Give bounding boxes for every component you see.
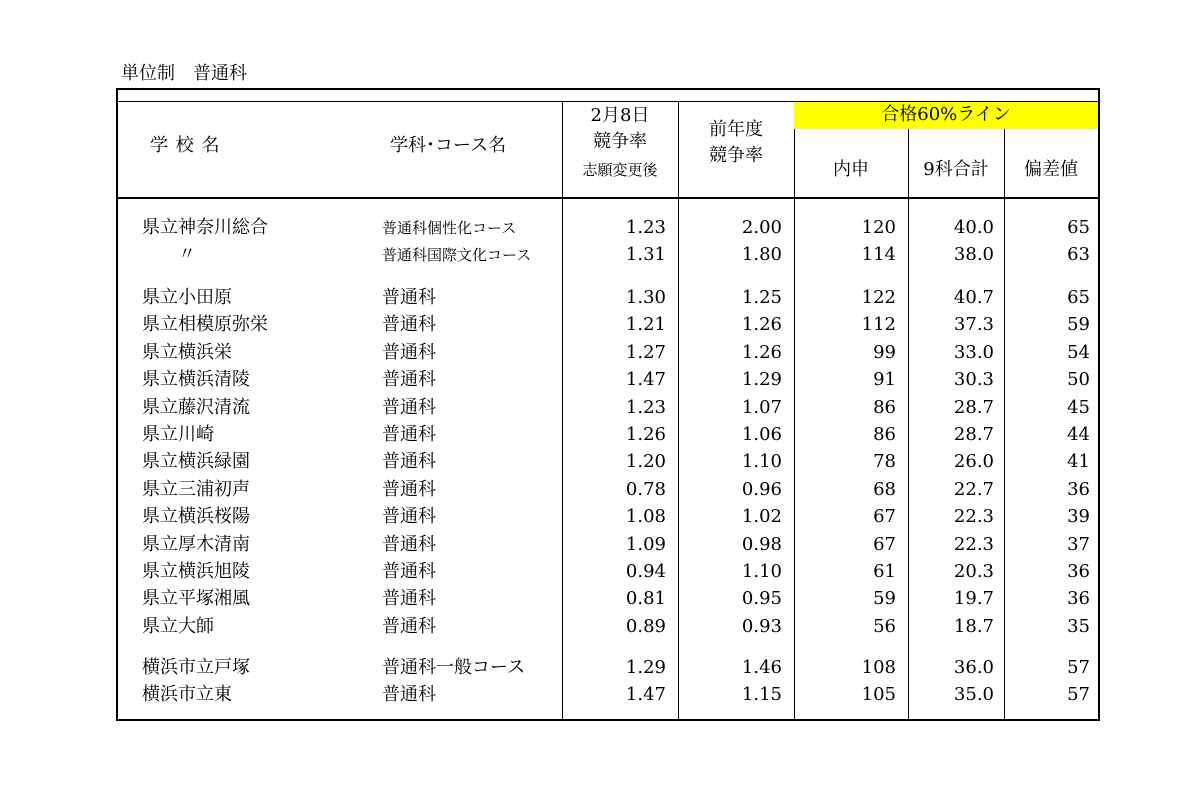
header-bottom-line <box>118 197 1098 199</box>
cell-course: 普通科一般コース <box>382 657 526 678</box>
cell-course: 普通科 <box>382 533 436 555</box>
cell-hensachi: 45 <box>1067 396 1090 418</box>
cell-naishin: 78 <box>873 451 896 473</box>
header-ratio-label: 競争率 <box>593 131 647 152</box>
cell-naishin: 86 <box>873 424 896 445</box>
cell-hensachi: 36 <box>1067 561 1090 582</box>
cell-naishin: 67 <box>873 506 896 528</box>
cell-nine: 40.7 <box>953 287 994 308</box>
cell-nine: 22.7 <box>953 478 994 500</box>
cell-hensachi: 39 <box>1067 506 1090 528</box>
cell-ratio: 0.78 <box>625 478 666 500</box>
cell-naishin: 112 <box>861 314 896 336</box>
page-title: 単位制 普通科 <box>121 63 247 84</box>
cell-hensachi: 59 <box>1067 314 1090 336</box>
cell-prev: 1.80 <box>741 244 782 266</box>
cell-school: 県立厚木清南 <box>142 533 250 555</box>
cell-hensachi: 57 <box>1067 657 1090 678</box>
cell-course: 普通科 <box>382 478 436 500</box>
cell-nine: 22.3 <box>953 533 994 555</box>
cell-prev: 1.15 <box>741 684 782 706</box>
cell-ratio: 0.81 <box>625 588 666 610</box>
cell-naishin: 68 <box>873 478 896 500</box>
header-naishin: 内申 <box>833 159 869 180</box>
cell-school: 県立平塚湘風 <box>142 588 250 610</box>
cell-ratio: 1.31 <box>625 244 666 266</box>
column-divider <box>1004 128 1005 720</box>
cell-course: 普通科 <box>382 287 436 308</box>
cell-course: 普通科 <box>382 561 436 582</box>
cell-naishin: 86 <box>873 396 896 418</box>
cell-school: 県立川崎 <box>142 424 214 445</box>
cell-course: 普通科 <box>382 369 436 391</box>
cell-naishin: 120 <box>861 217 896 238</box>
cell-course: 普通科 <box>382 451 436 473</box>
cell-prev: 1.26 <box>741 341 782 363</box>
cell-prev: 1.02 <box>741 506 782 528</box>
cell-ratio: 1.27 <box>625 341 666 363</box>
cell-ratio: 1.23 <box>625 217 666 238</box>
cell-naishin: 105 <box>861 684 896 706</box>
cell-course: 普通科 <box>382 424 436 445</box>
cell-prev: 0.98 <box>741 533 782 555</box>
cell-nine: 36.0 <box>953 657 994 678</box>
cell-course: 普通科 <box>382 615 436 637</box>
cell-hensachi: 54 <box>1067 341 1090 363</box>
cell-hensachi: 36 <box>1067 588 1090 610</box>
cell-school: 県立横浜桜陽 <box>142 506 250 528</box>
cell-course: 普通科 <box>382 341 436 363</box>
cell-school: 県立三浦初声 <box>142 478 250 500</box>
cell-naishin: 91 <box>873 369 896 391</box>
cell-prev: 0.93 <box>741 615 782 637</box>
cell-course: 普通科国際文化コース <box>382 246 532 265</box>
cell-prev: 1.07 <box>741 396 782 418</box>
cell-ratio: 1.21 <box>625 314 666 336</box>
cell-school: 県立横浜栄 <box>142 341 232 363</box>
cell-ratio: 1.08 <box>625 506 666 528</box>
cell-ratio: 1.30 <box>625 287 666 308</box>
cell-nine: 28.7 <box>953 424 994 445</box>
cell-nine: 37.3 <box>953 314 994 336</box>
cell-prev: 0.96 <box>741 478 782 500</box>
cell-hensachi: 57 <box>1067 684 1090 706</box>
cell-course: 普通科 <box>382 588 436 610</box>
cell-school: 県立相模原弥栄 <box>142 314 268 336</box>
cell-naishin: 122 <box>861 287 896 308</box>
cell-school: 県立藤沢清流 <box>142 396 250 418</box>
cell-hensachi: 65 <box>1067 287 1090 308</box>
cell-ratio: 1.26 <box>625 424 666 445</box>
column-divider <box>562 101 563 720</box>
cell-prev: 2.00 <box>741 217 782 238</box>
cell-hensachi: 37 <box>1067 533 1090 555</box>
header-nine-total: 9科合計 <box>923 159 989 180</box>
header-hensachi: 偏差値 <box>1024 159 1078 180</box>
column-divider <box>678 101 679 720</box>
cell-school: 県立横浜旭陵 <box>142 561 250 582</box>
header-school: 学 校 名 <box>150 135 221 156</box>
cell-ratio: 0.89 <box>625 615 666 637</box>
cell-prev: 0.95 <box>741 588 782 610</box>
cell-hensachi: 65 <box>1067 217 1090 238</box>
cell-course: 普通科 <box>382 314 436 336</box>
cell-school: 〃 <box>178 244 196 266</box>
header-pass-line: 合格60%ライン <box>881 104 1011 125</box>
cell-course: 普通科 <box>382 396 436 418</box>
cell-hensachi: 50 <box>1067 369 1090 391</box>
cell-ratio: 1.23 <box>625 396 666 418</box>
cell-naishin: 67 <box>873 533 896 555</box>
cell-ratio: 1.20 <box>625 451 666 473</box>
cell-naishin: 108 <box>861 657 896 678</box>
header-prev-ratio: 競争率 <box>709 145 763 166</box>
cell-nine: 38.0 <box>953 244 994 266</box>
cell-ratio: 1.47 <box>625 684 666 706</box>
cell-school: 県立神奈川総合 <box>142 217 268 238</box>
cell-nine: 28.7 <box>953 396 994 418</box>
cell-prev: 1.06 <box>741 424 782 445</box>
cell-naishin: 59 <box>873 588 896 610</box>
cell-hensachi: 41 <box>1067 451 1090 473</box>
cell-ratio: 1.29 <box>625 657 666 678</box>
cell-naishin: 114 <box>861 244 896 266</box>
cell-nine: 26.0 <box>953 451 994 473</box>
cell-school: 県立横浜緑園 <box>142 451 250 473</box>
cell-nine: 19.7 <box>953 588 994 610</box>
cell-prev: 1.10 <box>741 561 782 582</box>
column-divider <box>794 101 795 720</box>
cell-nine: 18.7 <box>953 615 994 637</box>
cell-prev: 1.29 <box>741 369 782 391</box>
header-prev-year: 前年度 <box>709 119 763 140</box>
cell-school: 県立横浜清陵 <box>142 369 250 391</box>
cell-nine: 35.0 <box>953 684 994 706</box>
column-divider <box>908 128 909 720</box>
cell-hensachi: 35 <box>1067 615 1090 637</box>
cell-naishin: 61 <box>873 561 896 582</box>
header-ratio-date: 2月8日 <box>590 105 650 126</box>
cell-nine: 33.0 <box>953 341 994 363</box>
cell-ratio: 0.94 <box>625 561 666 582</box>
cell-nine: 40.0 <box>953 217 994 238</box>
cell-ratio: 1.09 <box>625 533 666 555</box>
cell-prev: 1.25 <box>741 287 782 308</box>
cell-school: 県立小田原 <box>142 287 232 308</box>
cell-course: 普通科個性化コース <box>382 219 517 237</box>
cell-hensachi: 63 <box>1067 244 1090 266</box>
cell-hensachi: 44 <box>1067 424 1090 445</box>
cell-prev: 1.26 <box>741 314 782 336</box>
cell-course: 普通科 <box>382 684 436 706</box>
cell-hensachi: 36 <box>1067 478 1090 500</box>
cell-school: 県立大師 <box>142 615 214 637</box>
cell-school: 横浜市立東 <box>142 684 232 706</box>
cell-nine: 20.3 <box>953 561 994 582</box>
cell-nine: 30.3 <box>953 369 994 391</box>
cell-prev: 1.46 <box>741 657 782 678</box>
cell-ratio: 1.47 <box>625 369 666 391</box>
cell-course: 普通科 <box>382 506 436 528</box>
header-course: 学科･コース名 <box>390 135 507 156</box>
cell-naishin: 99 <box>873 341 896 363</box>
cell-naishin: 56 <box>873 615 896 637</box>
cell-school: 横浜市立戸塚 <box>142 657 250 678</box>
cell-nine: 22.3 <box>953 506 994 528</box>
cell-prev: 1.10 <box>741 451 782 473</box>
header-ratio-note: 志願変更後 <box>582 161 658 179</box>
